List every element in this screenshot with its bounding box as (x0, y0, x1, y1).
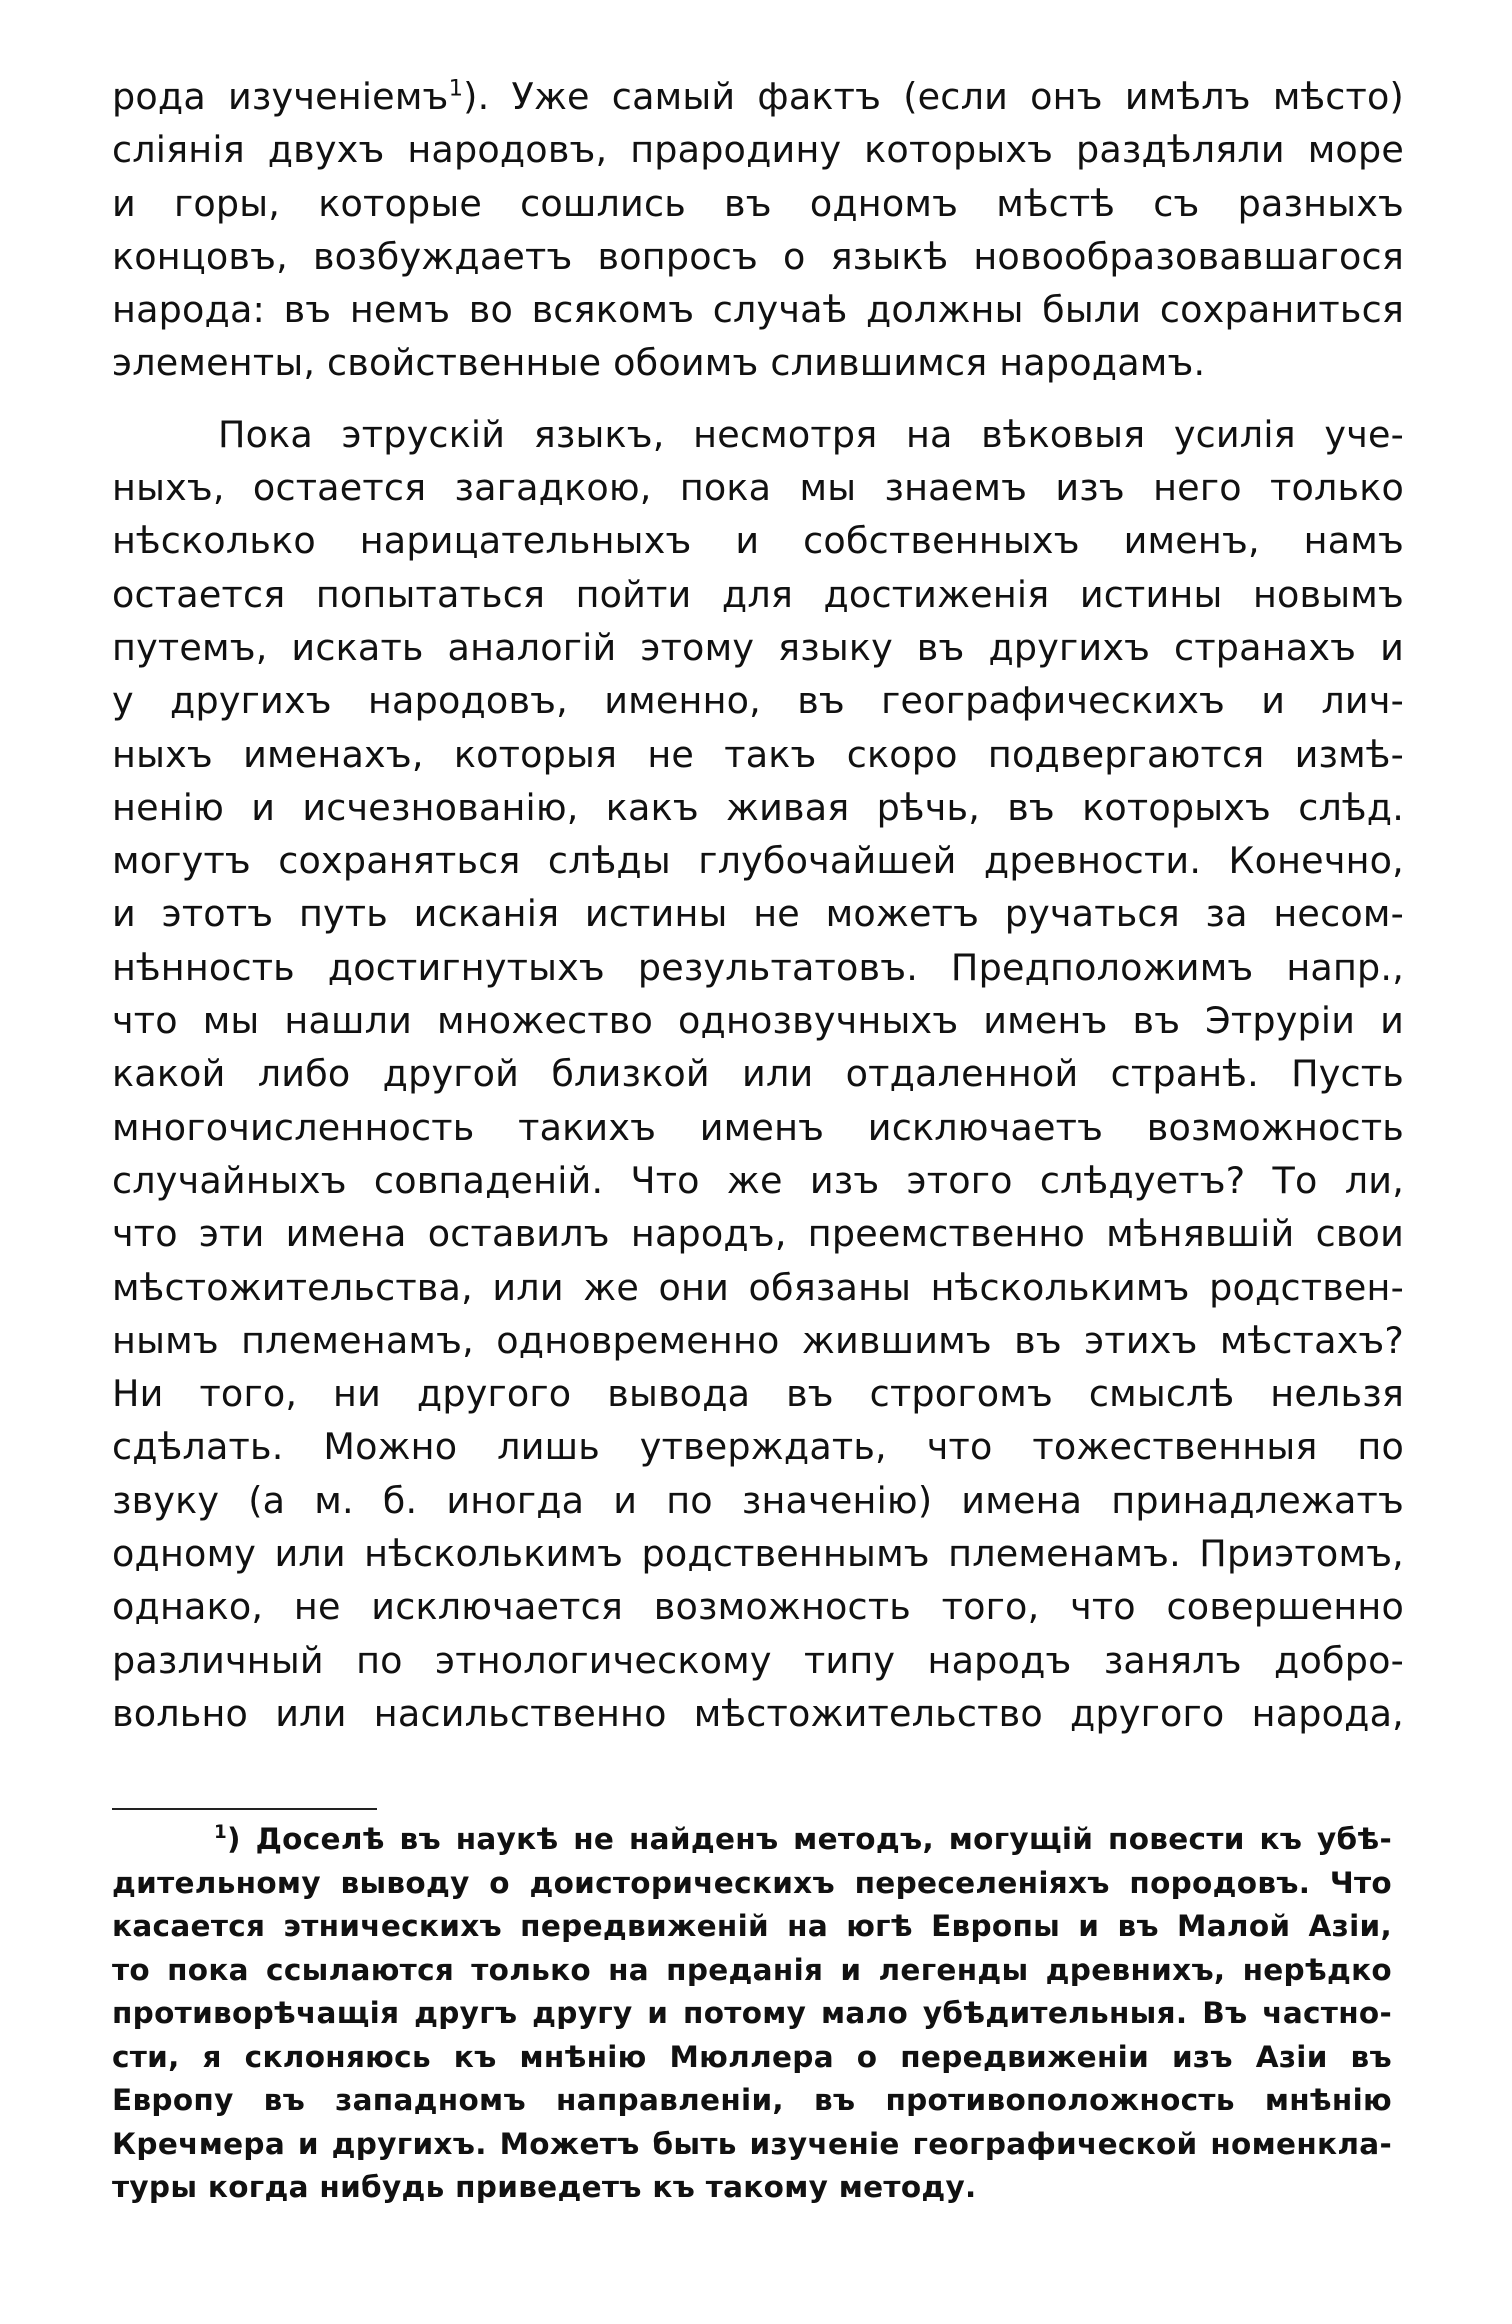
text-line: и горы, которые сошлись въ одномъ мѣстѣ съ разныхъ (112, 181, 1404, 225)
footnote-line: то пока ссылаются только на преданія и легенды древнихъ, нерѣдко (112, 1952, 1392, 1987)
text-line: и этотъ путь исканія истины не можетъ ручаться за несом- (112, 892, 1404, 936)
text-line: Ни того, ни другого вывода въ строгомъ смыслѣ нельзя (112, 1372, 1404, 1416)
text-line: ныхъ именахъ, которыя не такъ скоро подвергаются измѣ- (112, 732, 1404, 776)
text-line: что эти имена оставилъ народъ, преемственно мѣнявшій свои (112, 1212, 1404, 1256)
footnote-line: противорѣчащія другъ другу и потому мало убѣдительныя. Въ частно- (112, 1996, 1392, 2030)
text-line: ныхъ, остается загадкою, пока мы знаемъ изъ него только (112, 466, 1404, 510)
text-line: сліянія двухъ народовъ, прародину которыхъ раздѣляли море (112, 128, 1404, 172)
text-line: многочисленность такихъ именъ исключаетъ возможность (112, 1105, 1404, 1149)
text-line: концовъ, возбуждаетъ вопросъ о языкѣ новообразовавшагося (112, 234, 1404, 278)
footnote-line: Европу въ западномъ направленіи, въ противоположность мнѣнію (112, 2083, 1392, 2117)
footnote (112, 1818, 1392, 2210)
text-line: народа: въ немъ во всякомъ случаѣ должны были сохраниться (112, 288, 1404, 332)
main-text (112, 70, 1404, 1740)
footnote-line: касается этническихъ передвиженій на югѣ Европы и въ Малой Азіи, (112, 1909, 1392, 1943)
text-line: рода изученіемъ$^1$). Уже самый фактъ (если онъ имѣлъ мѣсто) (112, 75, 1404, 118)
footnote-line: Кречмера и другихъ. Можетъ быть изученіе географической номенкла- (112, 2126, 1392, 2161)
footnote-marker: 1 (214, 1822, 228, 1844)
text-line: элементы, свойственные обоимъ слившимся народамъ. (112, 341, 1206, 385)
text-line: ненію и исчезнованію, какъ живая рѣчь, въ которыхъ слѣд. (112, 785, 1404, 829)
footnote-line: туры когда нибудь приведетъ къ такому методу. (112, 2170, 977, 2204)
text-line: могутъ сохраняться слѣды глубочайшей древности. Конечно, (112, 839, 1404, 883)
text-line: нымъ племенамъ, одновременно жившимъ въ этихъ мѣстахъ? (112, 1318, 1404, 1362)
text-line: одному или нѣсколькимъ родственнымъ племенамъ. Приэтомъ, (112, 1532, 1404, 1576)
footnote-line: $^1$) Доселѣ въ наукѣ не найденъ методъ, могущій повести къ убѣ- (214, 1822, 1392, 1856)
text-line: нѣсколько нарицательныхъ и собственныхъ именъ, намъ (112, 519, 1404, 563)
text-line: у другихъ народовъ, именно, въ географическихъ и лич- (112, 679, 1404, 723)
text-line: что мы нашли множество однозвучныхъ именъ въ Этруріи и (112, 999, 1404, 1043)
text-line: звуку (а м. б. иногда и по значенію) имена принадлежатъ (112, 1478, 1404, 1522)
text-line: случайныхъ совпаденій. Что же изъ этого слѣдуетъ? То ли, (112, 1158, 1404, 1202)
footnote-line: сти, я склоняюсь къ мнѣнію Мюллера о передвиженіи изъ Азіи въ (112, 2039, 1392, 2074)
text-line: однако, не исключается возможность того, что совершенно (112, 1585, 1404, 1629)
text-line: нѣнность достигнутыхъ результатовъ. Предположимъ напр., (112, 945, 1404, 989)
footnote-divider (112, 1808, 377, 1810)
text-line: мѣстожительства, или же они обязаны нѣсколькимъ родствен- (112, 1265, 1404, 1309)
text-line: какой либо другой близкой или отдаленной странѣ. Пусть (112, 1052, 1404, 1096)
text-line: различный по этнологическому типу народъ занялъ добро- (112, 1638, 1404, 1682)
text-line: вольно или насильственно мѣстожительство другого народа, (112, 1691, 1404, 1735)
text-line: Пока этрускій языкъ, несмотря на вѣковыя усилія уче- (218, 412, 1404, 456)
text-line: остается попытаться пойти для достиженія истины новымъ (112, 572, 1404, 616)
footnote-reference: 1 (448, 75, 464, 102)
text-line: путемъ, искать аналогій этому языку въ другихъ странахъ и (112, 625, 1404, 669)
text-line: сдѣлать. Можно лишь утверждать, что тожественныя по (112, 1425, 1404, 1469)
footnote-line: дительному выводу о доисторическихъ переселеніяхъ породовъ. Что (112, 1865, 1392, 1900)
